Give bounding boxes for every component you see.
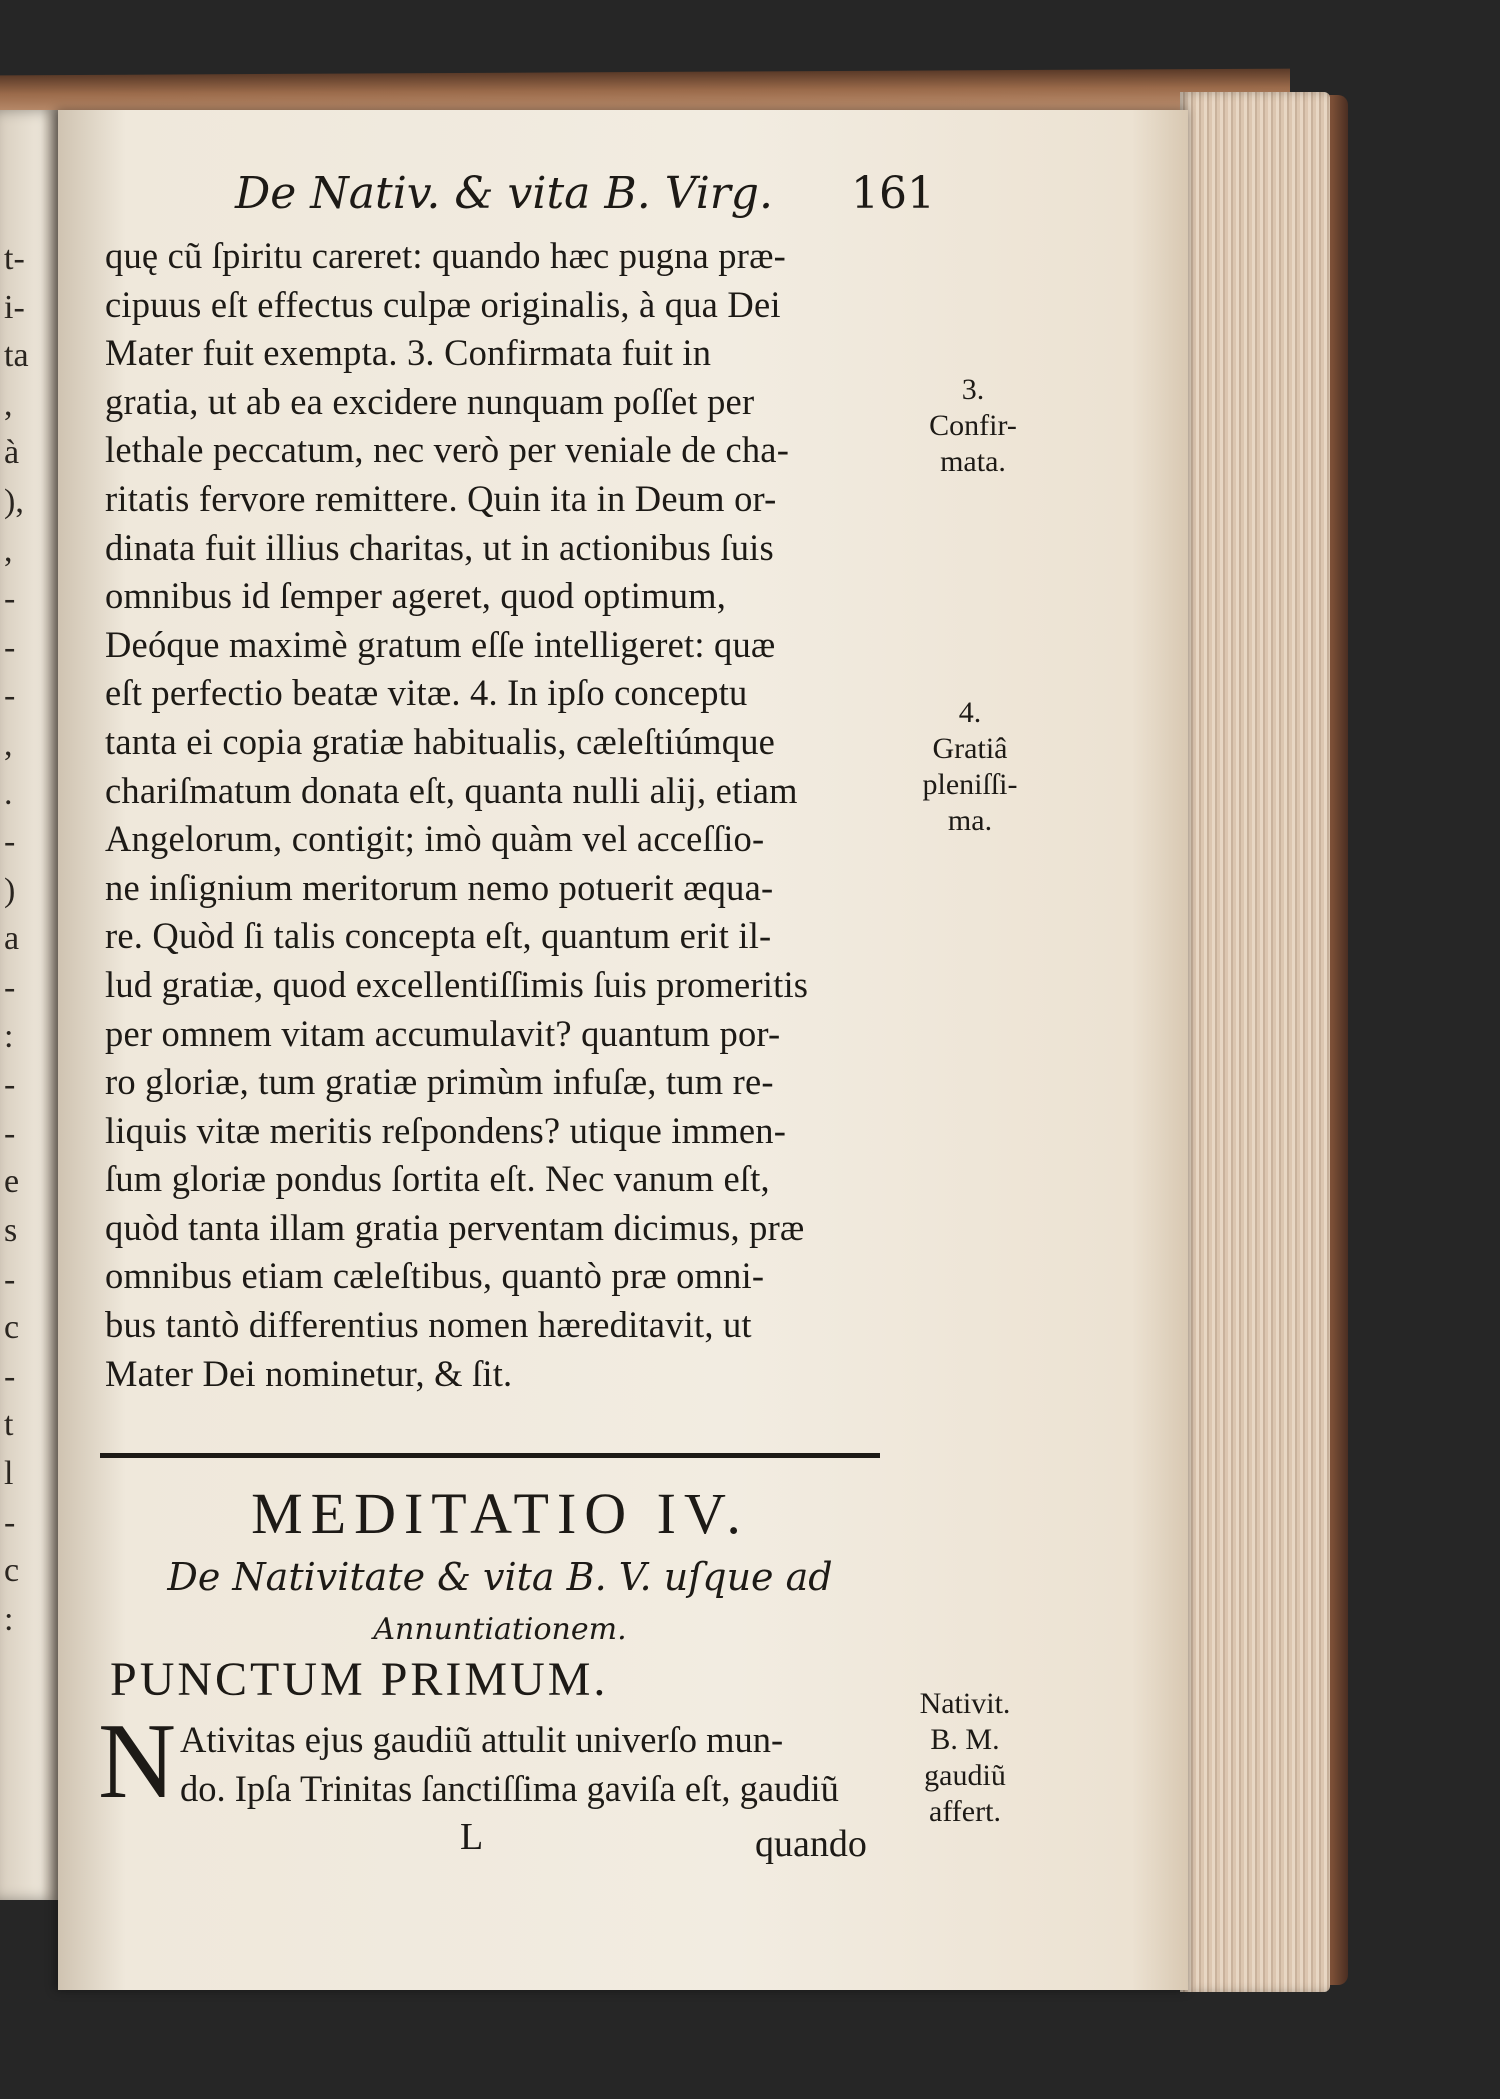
text-line: Mater fuit exempta. 3. Confirmata fuit in xyxy=(105,332,712,374)
section-divider-rule xyxy=(100,1453,880,1458)
text-line: quòd tanta illam gratia perventam dicimus, præ xyxy=(105,1206,805,1248)
body-text xyxy=(105,232,910,1398)
left-page-fragment: - xyxy=(4,677,16,715)
margin-note-gratia xyxy=(905,695,1035,839)
margin-note-line: 3. xyxy=(961,373,985,406)
margin-note-line: affert. xyxy=(929,1795,1001,1828)
punctum-heading: PUNCTUM PRIMUM. xyxy=(110,1653,609,1706)
text-line: lethale peccatum, nec verò per veniale de cha- xyxy=(105,429,790,471)
text-line: Ativitas ejus gaudiũ attulit univerſo mun- xyxy=(180,1719,784,1760)
text-line: eſt perfectio beatæ vitæ. 4. In ipſo conceptu xyxy=(105,672,748,714)
left-page-fragment: a xyxy=(4,920,20,958)
left-page-fragment: : xyxy=(4,1600,14,1638)
margin-note-line: mata. xyxy=(940,445,1006,478)
left-page-fragment: , xyxy=(4,531,13,569)
left-page-fragment: - xyxy=(4,1357,16,1395)
left-page-fragment: ), xyxy=(4,483,24,520)
text-line: ſum gloriæ pondus ſortita eſt. Nec vanum eſt, xyxy=(105,1158,770,1200)
text-line: bus tantò differentius nomen hæreditavit, ut xyxy=(105,1304,752,1346)
running-head xyxy=(175,168,935,228)
meditatio-subtitle-continued: Annuntiationem. xyxy=(373,1612,627,1647)
text-line: cipuus eſt effectus culpæ originalis, à qua Dei xyxy=(105,283,781,325)
margin-note-line: Nativit. xyxy=(919,1687,1011,1720)
text-line: chariſmatum donata eſt, quanta nulli alij, etiam xyxy=(105,769,798,811)
left-page-fragment: c xyxy=(4,1552,20,1590)
text-line: ro gloriæ, tum gratiæ primùm infuſæ, tum re- xyxy=(105,1061,774,1103)
text-line: Mater Dei nominetur, & ſit. xyxy=(105,1352,513,1394)
left-page-fragment: - xyxy=(4,1503,16,1541)
left-page-fragment: ta xyxy=(4,337,29,375)
left-page-sliver xyxy=(0,110,58,1900)
text-line: Angelorum, contigit; imò quàm vel acceſſio- xyxy=(105,818,765,860)
left-page-fragment: , xyxy=(4,385,13,423)
text-line: quę cũ ſpiritu careret: quando hæc pugna præ- xyxy=(105,235,786,276)
margin-note-line: B. M. xyxy=(930,1723,1000,1756)
left-page-fragment: - xyxy=(4,1066,16,1104)
text-line: ne inſignium meritorum nemo potuerit æqua- xyxy=(105,866,774,908)
text-line: tanta ei copia gratiæ habitualis, cæleſtiúmque xyxy=(105,720,776,762)
left-page-fragment: - xyxy=(4,823,16,861)
left-page-fragment: - xyxy=(4,1114,16,1152)
running-head-title: De Nativ. & vita B. Virg. xyxy=(235,168,773,219)
text-line: gratia, ut ab ea excidere nunquam poſſet per xyxy=(105,380,755,422)
text-line: liquis vitæ meritis reſpondens? utique immen- xyxy=(105,1109,787,1151)
left-page-fragment: l xyxy=(4,1455,14,1492)
left-page-fragment: - xyxy=(4,1260,16,1298)
meditatio-subtitle: De Nativitate & vita B. V. uſque ad xyxy=(167,1555,833,1599)
text-line: per omnem vitam accumulavit? quantum por- xyxy=(105,1012,781,1054)
text-line: lud gratiæ, quod excellentiſſimis ſuis promeritis xyxy=(105,963,809,1005)
text-line: Deóque maximè gratum eſſe intelligeret: quæ xyxy=(105,623,776,665)
margin-note-line: pleniſſi- xyxy=(922,768,1018,801)
left-page-fragment: , xyxy=(4,726,13,763)
left-page-fragment: i- xyxy=(4,288,25,326)
left-page-fragment: e xyxy=(4,1163,20,1201)
text-line: do. Ipſa Trinitas ſanctiſſima gaviſa eſt, gaudiũ xyxy=(180,1767,839,1809)
text-line: omnibus etiam cæleſtibus, quantò præ omni- xyxy=(105,1255,765,1297)
margin-note-line: Confir- xyxy=(929,409,1017,442)
left-page-fragment: t xyxy=(4,1406,14,1444)
page-number: 161 xyxy=(851,168,935,219)
left-page-fragment: : xyxy=(4,1017,14,1055)
margin-note-line: Gratiâ xyxy=(932,732,1008,765)
left-page-fragment: c xyxy=(4,1309,20,1347)
margin-note-confirmata xyxy=(918,372,1028,480)
margin-note-nativit xyxy=(895,1686,1035,1830)
meditatio-title: MEDITATIO IV. xyxy=(251,1481,749,1546)
left-page-fragment: - xyxy=(4,628,16,666)
text-line: omnibus id ſemper ageret, quod optimum, xyxy=(105,575,727,617)
margin-note-line: ma. xyxy=(947,804,993,837)
catchword: quando xyxy=(755,1823,867,1865)
signature-mark: L xyxy=(460,1816,484,1858)
left-page-fragment: ) xyxy=(4,871,16,909)
drop-cap: N xyxy=(98,1702,176,1821)
left-page-fragment: s xyxy=(4,1212,18,1249)
left-page-fragment: - xyxy=(4,580,16,618)
left-page-fragment: t- xyxy=(4,240,25,277)
page-stack-edge xyxy=(1180,92,1330,1992)
margin-note-line: gaudiũ xyxy=(924,1759,1006,1792)
text-line: dinata fuit illius charitas, ut in actionibus ſuis xyxy=(105,526,774,568)
left-page-fragment: à xyxy=(4,434,20,472)
margin-note-line: 4. xyxy=(958,696,982,729)
meditatio-body xyxy=(180,1716,900,1813)
left-page-fragment: . xyxy=(4,774,13,812)
text-line: ritatis fervore remittere. Quin ita in Deum or- xyxy=(105,477,777,519)
left-page-fragment: - xyxy=(4,969,16,1006)
text-line: re. Quòd ſi talis concepta eſt, quantum erit il- xyxy=(105,915,772,957)
